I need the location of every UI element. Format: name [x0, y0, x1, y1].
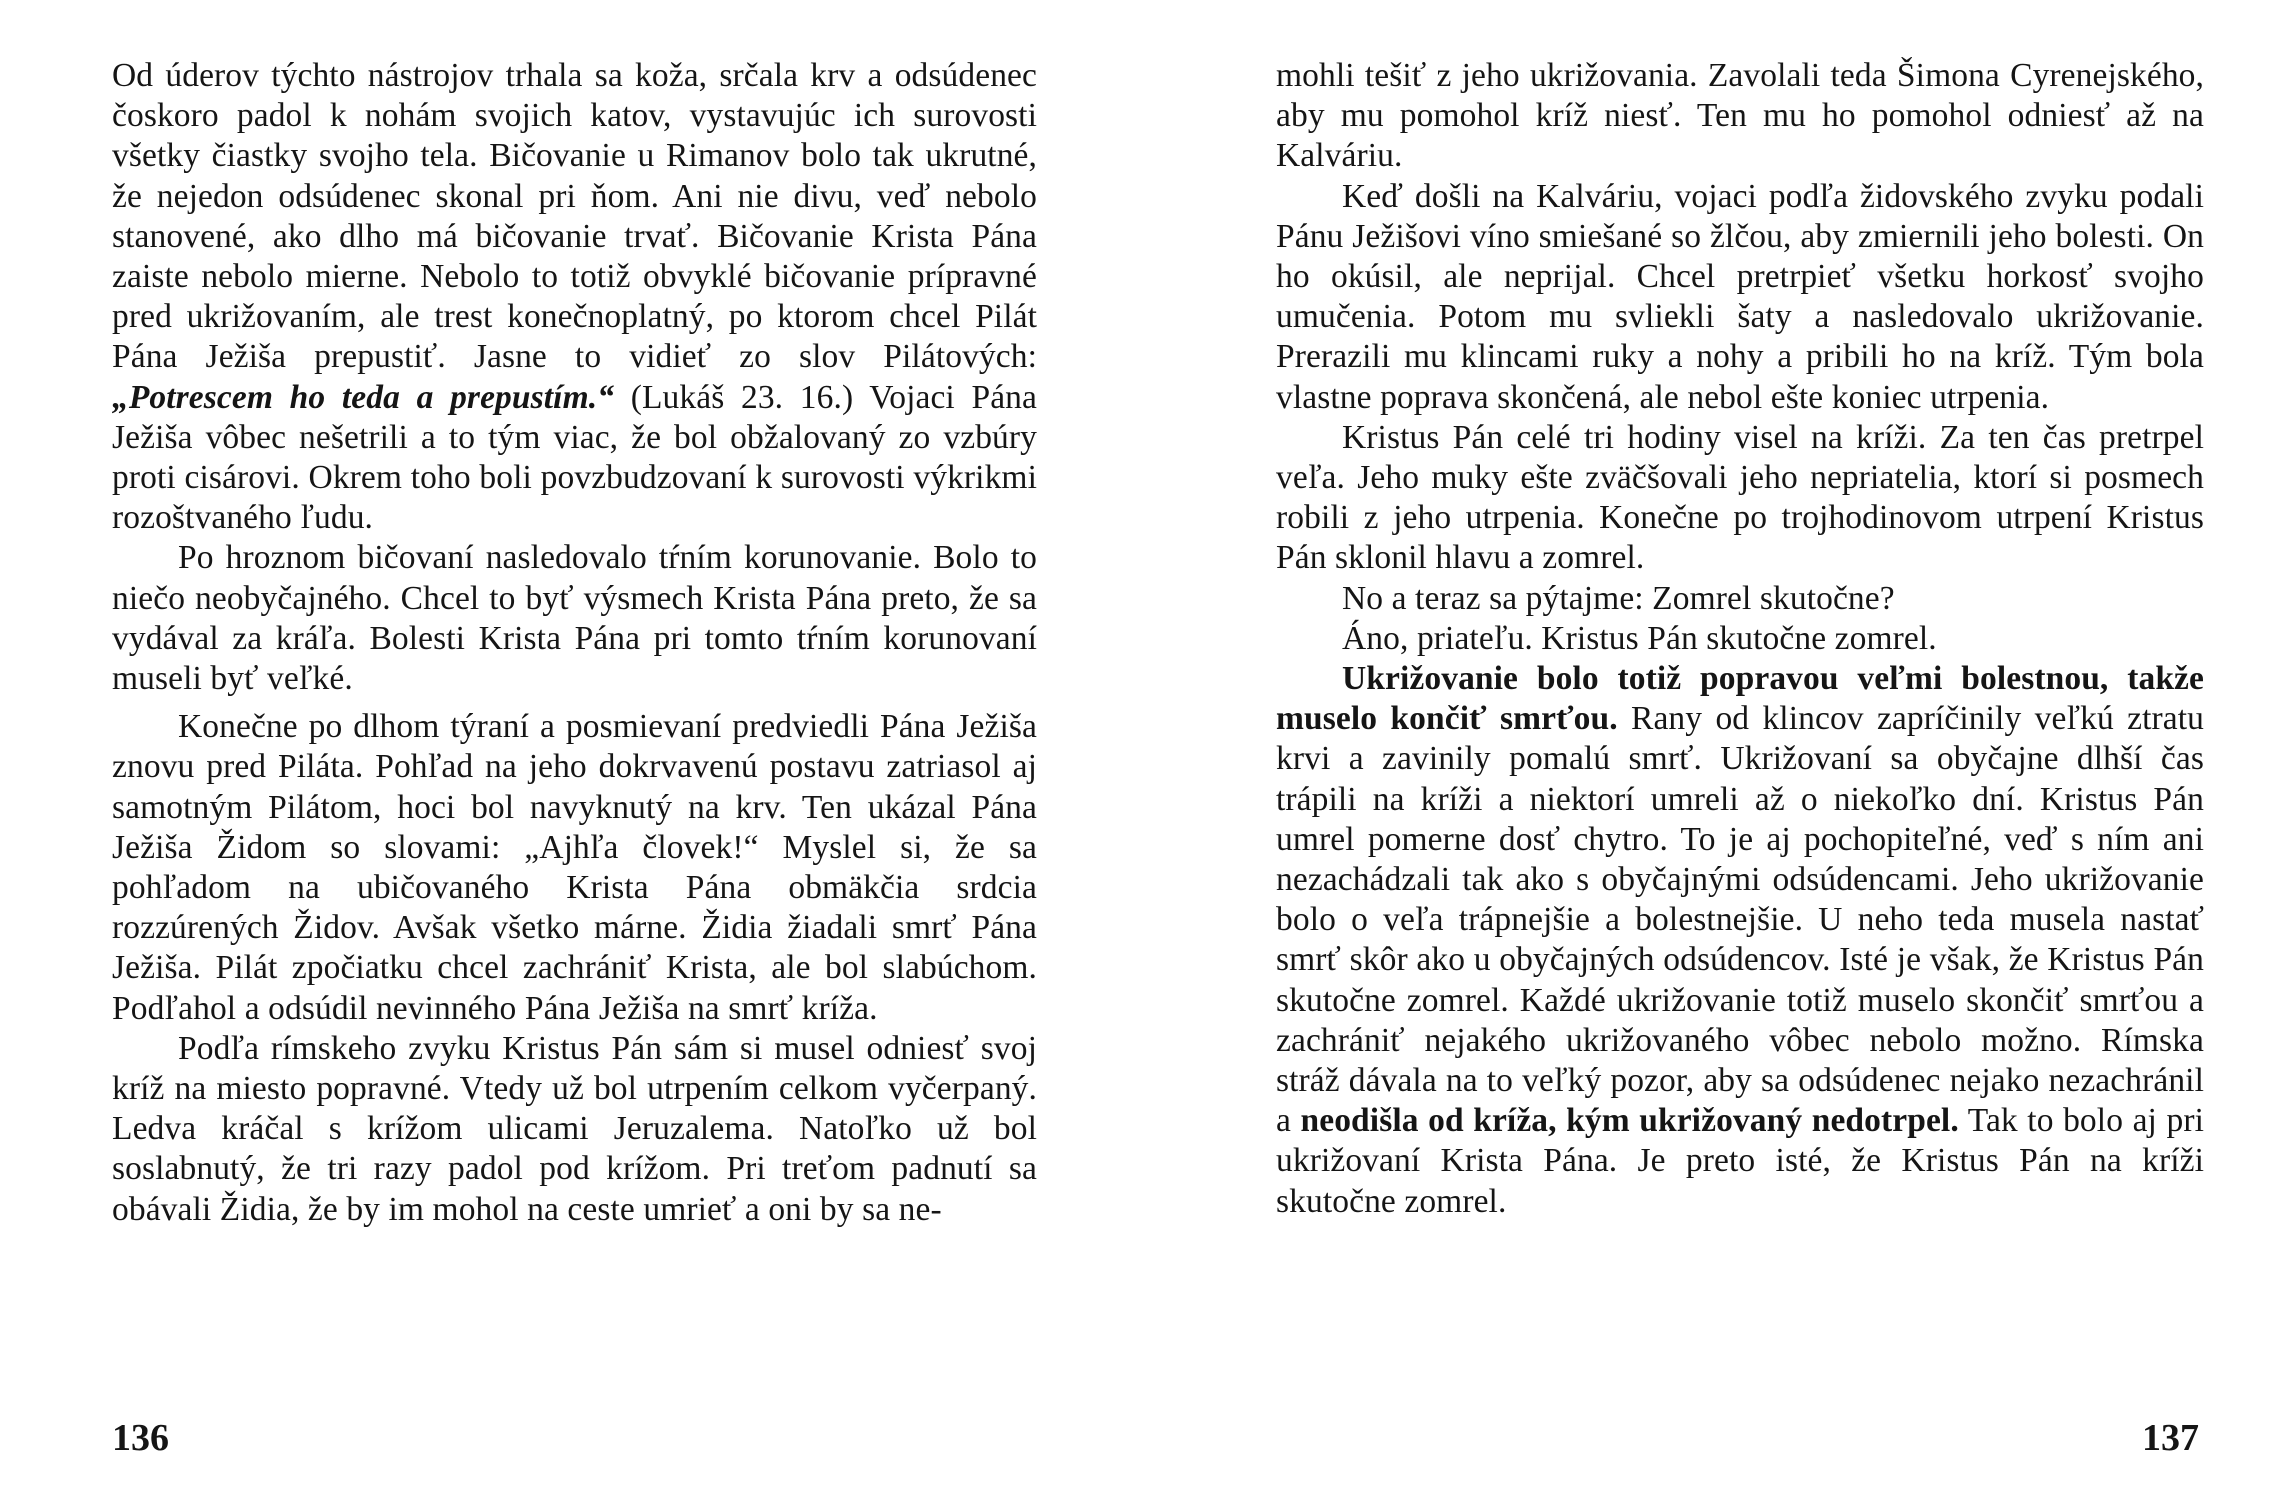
answer-line: Áno, priateľu. Kristus Pán skutočne zomrel. [1342, 619, 1937, 657]
page-number: 136 [112, 1417, 169, 1459]
paragraph: Po hroznom bičovaní nasledovalo tŕním korunovanie. Bolo to niečo neobyčajného. Chcel to byť výsmech Krista Pána preto, že sa vydával za kráľa. Bolesti Krista Pána pri tomto tŕním korunovaní museli byť veľké. [112, 539, 1037, 698]
paragraph-text: Rany od klincov zapríčinily veľkú ztratu krvi a zavinily pomalú smrť. Ukrižovaní sa obyčajne dlhší čas trápili na kríži a niektorí umreli až o niekoľko dní. Kristus Pán umrel pomerne dosť chytro. To je aj pochopiteľné, veď s ním ani nezachádzali tak ako s obyčajnými odsúdencami. Jeho ukrižovanie bolo o veľa trápnejšie a bolestnejšie. U neho teda musela nastať smrť skôr ako u obyčajných odsúdencov. Isté je však, že Kristus Pán skutočne zomrel. Každé ukrižovanie totiž muselo skončiť smrťou a zachrániť nejakého ukrižovaného vôbec nebolo možno. Rímska stráž dávala na to veľký pozor, aby sa odsúdenec nejako nezachránil a [1276, 700, 2205, 1140]
page-number: 137 [2142, 1417, 2199, 1459]
paragraph [1276, 659, 2204, 1222]
left-text-column [112, 56, 1037, 1230]
paragraph: Kristus Pán celé tri hodiny visel na kríži. Za ten čas pretrpel veľa. Jeho muky ešte zväčšovali jeho nepriatelia, ktorí si posmech robili z jeho utrpenia. Konečne po trojhodinovom utrpení Kristus Pán sklonil hlavu a zomrel. [1276, 418, 2204, 577]
paragraph-text: Tak to bolo aj pri ukrižovaní Krista Pána. Je preto isté, že Kristus Pán na kríži skutočne zomrel. [1276, 1102, 2204, 1220]
paragraph: Konečne po dlhom týraní a posmievaní predviedli Pána Ježiša znovu pred Piláta. Pohľad na jeho dokrvavenú postavu zatriasol aj samotným Pilátom, hoci bol navyknutý na krv. Ten ukázal Pána Ježiša Židom so slovami: „Ajhľa človek!“ Myslel si, že sa pohľadom na ubičovaného Krista Pána obmäkčia srdcia rozzúrených Židov. Avšak všetko márne. Židia žiadali smrť Pána Ježiša. Pilát zpočiatku chcel zachrániť Krista, ale bol slabúchom. Podľahol a odsúdil nevinného Pána Ježiša na smrť kríža. [112, 708, 1037, 1027]
right-text-column [1276, 56, 2204, 1222]
bold-emphasis: Ukrižovanie bolo totiž popravou veľmi bolestnou, takže muselo končiť smrťou. [1276, 660, 2204, 738]
right-page [1146, 0, 2292, 1500]
bold-emphasis: neodišla od kríža, kým ukrižovaný nedotrpel. [1300, 1102, 1959, 1140]
paragraph [112, 56, 1037, 538]
paragraph-text: Od úderov týchto nástrojov trhala sa koža, srčala krv a odsúdenec čoskoro padol k nohám svojich katov, vystavujúc ich surovosti všetky čiastky svojho tela. Bičovanie u Rimanov bolo tak ukrutné, že nejedon odsúdenec skonal pri ňom. Ani nie divu, veď nebolo stanovené, ako dlho má bičovanie trvať. Bičovanie Krista Pána zaiste nebolo mierne. Nebolo to totiž obvyklé bičovanie prípravné pred ukrižovaním, ale trest konečnoplatný, po ktorom chcel Pilát Pána Ježiša prepustiť. Jasne to vidieť zo slov Pilátových: [112, 57, 1037, 376]
paragraph: Keď došli na Kalváriu, vojaci podľa židovského zvyku podali Pánu Ježišovi víno smiešané so žlčou, aby zmiernili jeho bolesti. On ho okúsil, ale neprijal. Chcel pretrpieť všetku horkosť svojho umučenia. Potom mu svliekli šaty a nasledovalo ukrižovanie. Prerazili mu klincami ruky a nohy a pribili ho na kríž. Tým bola vlastne poprava skončená, ale nebol ešte koniec utrpenia. [1276, 177, 2204, 416]
paragraph: Podľa rímskeho zvyku Kristus Pán sám si musel odniesť svoj kríž na miesto popravné. Vtedy už bol utrpením celkom vyčerpaný. Ledva kráčal s krížom ulicami Jeruzalema. Natoľko už bol soslabnutý, že tri razy padol pod krížom. Pri treťom padnutí sa obávali Židia, že by im mohol na ceste umrieť a oni by sa ne- [112, 1029, 1037, 1228]
quotation-italic: „Potrescem ho teda a prepustím.“ [112, 378, 615, 416]
paragraph: mohli tešiť z jeho ukrižovania. Zavolali teda Šimona Cyrenejského, aby mu pomohol kríž niesť. Ten mu ho pomohol odniesť až na Kalváriu. [1276, 57, 2204, 175]
paragraph-text: (Lukáš 23. 16.) Vojaci Pána Ježiša vôbec nešetrili a to tým viac, že bol obžalovaný zo vzbúry proti cisárovi. Okrem toho boli povzbudzovaní k surovosti výkrikmi rozoštvaného ľudu. [112, 378, 1037, 537]
question-line: No a teraz sa pýtajme: Zomrel skutočne? [1342, 579, 1895, 617]
